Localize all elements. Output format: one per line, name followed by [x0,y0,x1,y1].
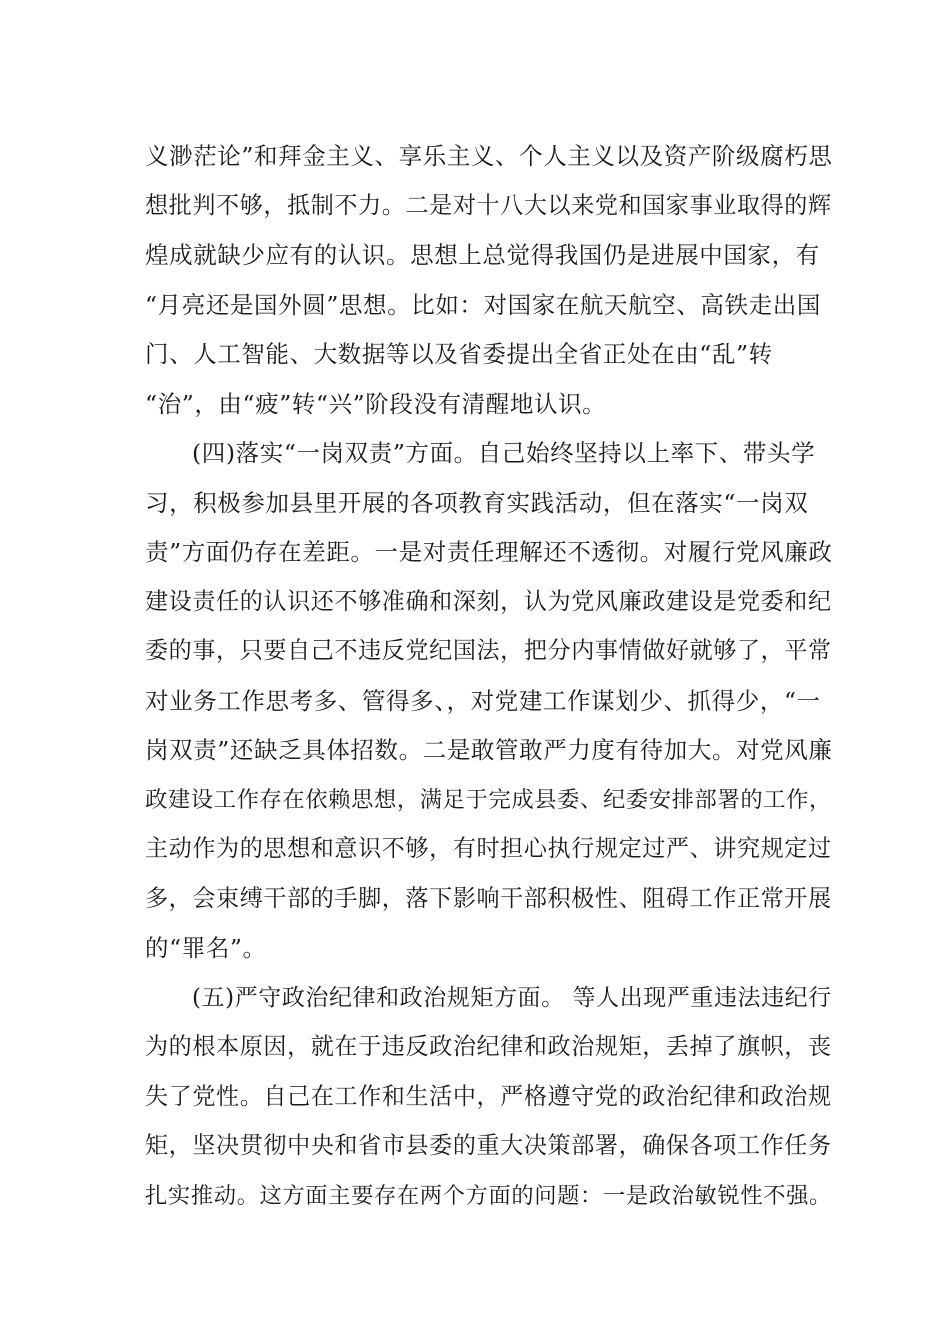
section-heading-line: (五)严守政治纪律和政治规矩方面。 等人出现严重违法违纪行 [192,984,832,1011]
text-line: 失了党性。自己在工作和生活中，严格遵守党的政治纪律和政治规 [145,1083,832,1110]
text-line: 扎实推动。这方面主要存在两个方面的问题：一是政治敏锐性不强。 [145,1182,832,1209]
text-line: 想批判不够，抵制不力。二是对十八大以来党和国家事业取得的辉 [145,192,832,219]
text-line: 义渺茫论”和拜金主义、享乐主义、个人主义以及资产阶级腐朽思 [145,142,833,170]
text-line: 多，会束缚干部的手脚，落下影响干部积极性、阻碍工作正常开展 [145,885,832,912]
text-line: 的“罪名”。 [145,934,267,962]
text-line: 责”方面仍存在差距。一是对责任理解还不透彻。对履行党风廉政 [145,538,833,566]
text-line: 为的根本原因，就在于违反政治纪律和政治规矩，丢掉了旗帜，丧 [145,1034,832,1060]
text-line: 门、人工智能、大数据等以及省委提出全省正处在由“乱”转 [145,340,773,368]
text-line: 政建设工作存在依赖思想，满足于完成县委、纪委安排部署的工作， [145,786,832,813]
text-line: 煌成就缺少应有的认识。思想上总觉得我国仍是进展中国家，有 [145,241,820,269]
text-line: 习，积极参加县里开展的各项教育实践活动，但在落实“一岗双 [145,488,809,517]
text-line: 岗双责”还缺乏具体招数。二是敢管敢严力度有待加大。对党风廉 [145,736,833,764]
text-line: 委的事，只要自己不违反党纪国法，把分内事情做好就够了，平常 [145,638,832,664]
text-line: 建设责任的认识还不够准确和深刻，认为党风廉政建设是党委和纪 [145,588,832,615]
text-line: 矩，坚决贯彻中央和省市县委的重大决策部署，确保各项工作任务 [145,1133,832,1159]
text-line: 主动作为的思想和意识不够，有时担心执行规定过严、讲究规定过 [145,836,832,862]
text-line: 对业务工作思考多、管得多、，对党建工作谋划少、抓得少，“一 [145,686,821,715]
section-heading-line: (四)落实“一岗双责”方面。自己始终坚持以上率下、带头学 [192,439,816,467]
text-line: “治”，由“疲”转“兴”阶段没有清醒地认识。 [145,389,607,418]
text-line: “月亮还是国外圆”思想。比如：对国家在航天航空、高铁走出国 [145,290,821,319]
document-body [145,132,835,1221]
